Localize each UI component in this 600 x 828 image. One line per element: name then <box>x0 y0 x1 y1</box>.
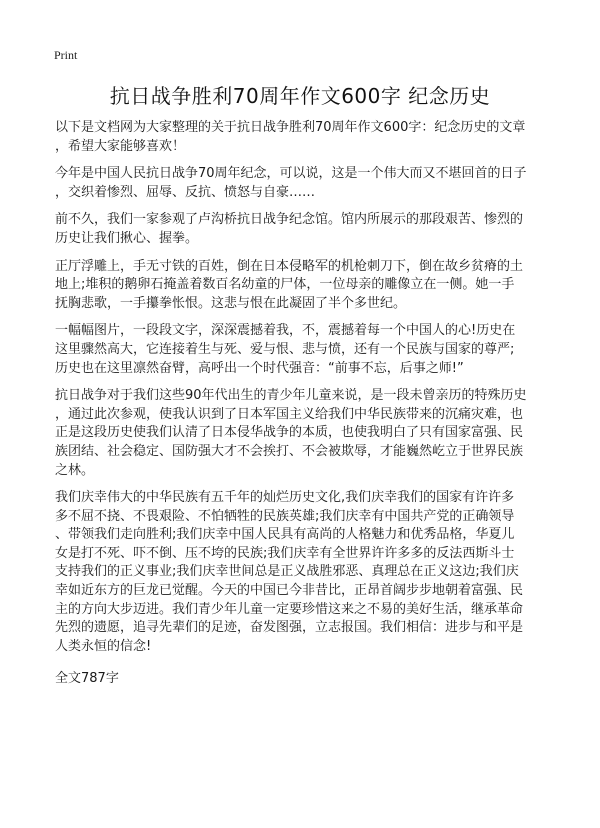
paragraph-line: 历史让我们揪心、握拳。 <box>55 230 199 246</box>
paragraph-line: 历史也在这里凛然奋臂，高呼出一个时代强音：“前事不忘，后事之师!” <box>55 360 464 376</box>
paragraph <box>55 165 555 202</box>
paragraph-line: 、带领我们走向胜利;我们庆幸中国人民具有高尚的人格魅力和优秀品格，华夏儿 <box>55 527 515 543</box>
paragraph-line: 支持我们的正义事业;我们庆幸世间总是正义战胜邪恶、真理总在正义这边;我们庆 <box>55 564 519 580</box>
word-count: 全文787字 <box>55 671 119 687</box>
paragraph-line: 抚胸悲歌，一手攥拳怅恨。这悲与恨在此凝固了半个多世纪。 <box>55 295 407 311</box>
document-body <box>55 119 555 689</box>
paragraph-line: 之林。 <box>55 462 95 478</box>
paragraph-line: 幸如近东方的巨龙已觉醒。今天的中国已今非昔比，正昂首阔步步地朝着富强、民 <box>55 583 524 599</box>
paragraph-line: ，通过此次参观，使我认识到了日本军国主义给我们中华民族带来的沉痛灾难，也 <box>55 406 524 422</box>
paragraph <box>55 119 555 156</box>
paragraph-line: 今年是中国人民抗日战争70周年纪念，可以说，这是一个伟大而又不堪回首的日子 <box>55 166 527 182</box>
paragraph-line: 以下是文档网为大家整理的关于抗日战争胜利70周年作文600字：纪念历史的文章 <box>55 120 526 135</box>
paragraph <box>55 258 555 314</box>
paragraph-line: 人类永恒的信念! <box>55 638 152 654</box>
paragraph-line: 族团结、社会稳定、国防强大才不会挨打、不会被欺辱，才能巍然屹立于世界民族 <box>55 443 524 459</box>
paragraph-line: ，希望大家能够喜欢！ <box>55 138 186 154</box>
paragraph-line: 正是这段历史使我们认清了日本侵华战争的本质，也使我明白了只有国家富强、民 <box>55 425 524 441</box>
paragraph-line: 这里骤然高大，它连接着生与死、爱与恨、悲与愤，还有一个民族与国家的尊严; <box>55 341 515 357</box>
paragraph-line: 多不屈不挠、不畏艰险、不怕牺牲的民族英雄;我们庆幸有中国共产党的正确领导 <box>55 508 515 524</box>
paragraph-line: 一幅幅图片，一段段文字，深深震撼着我，不，震撼着每一个中国人的心!历史在 <box>55 323 516 339</box>
paragraph-line: 前不久，我们一家参观了卢沟桥抗日战争纪念馆。馆内所展示的那段艰苦、惨烈的 <box>55 212 524 228</box>
document-title: 抗日战争胜利70周年作文600字 纪念历史 <box>109 84 491 108</box>
paragraph-line: 抗日战争对于我们这些90年代出生的青少年儿童来说，是一段未曾亲历的特殊历史 <box>55 388 527 404</box>
paragraph <box>55 211 555 248</box>
paragraph-line: 女是打不死、吓不倒、压不垮的民族;我们庆幸有全世界许许多多的反法西斯斗士 <box>55 545 515 561</box>
paragraph-line: 主的方向大步迈进。我们青少年儿童一定要珍惜这来之不易的美好生活，继承革命 <box>55 601 524 617</box>
print-link[interactable]: Print <box>54 48 78 62</box>
paragraph-line: ，交织着惨烈、屈辱、反抗、愤怒与自豪…… <box>55 184 316 200</box>
paragraph-line: 我们庆幸伟大的中华民族有五千年的灿烂历史文化,我们庆幸我们的国家有许许多 <box>55 490 515 506</box>
paragraph <box>55 322 555 378</box>
paragraph <box>55 387 555 480</box>
paragraph-line: 正厅浮雕上，手无寸铁的百姓，倒在日本侵略军的机枪刺刀下，倒在故乡贫瘠的土 <box>55 258 524 274</box>
paragraph-line: 地上;堆积的鹅卵石掩盖着数百名幼童的尸体，一位母亲的雕像立在一侧。她一手 <box>55 277 515 293</box>
paragraph <box>55 489 555 656</box>
paragraph-line: 先烈的遗愿，追寻先辈们的足迹，奋发图强，立志报国。我们相信：进步与和平是 <box>55 620 524 636</box>
